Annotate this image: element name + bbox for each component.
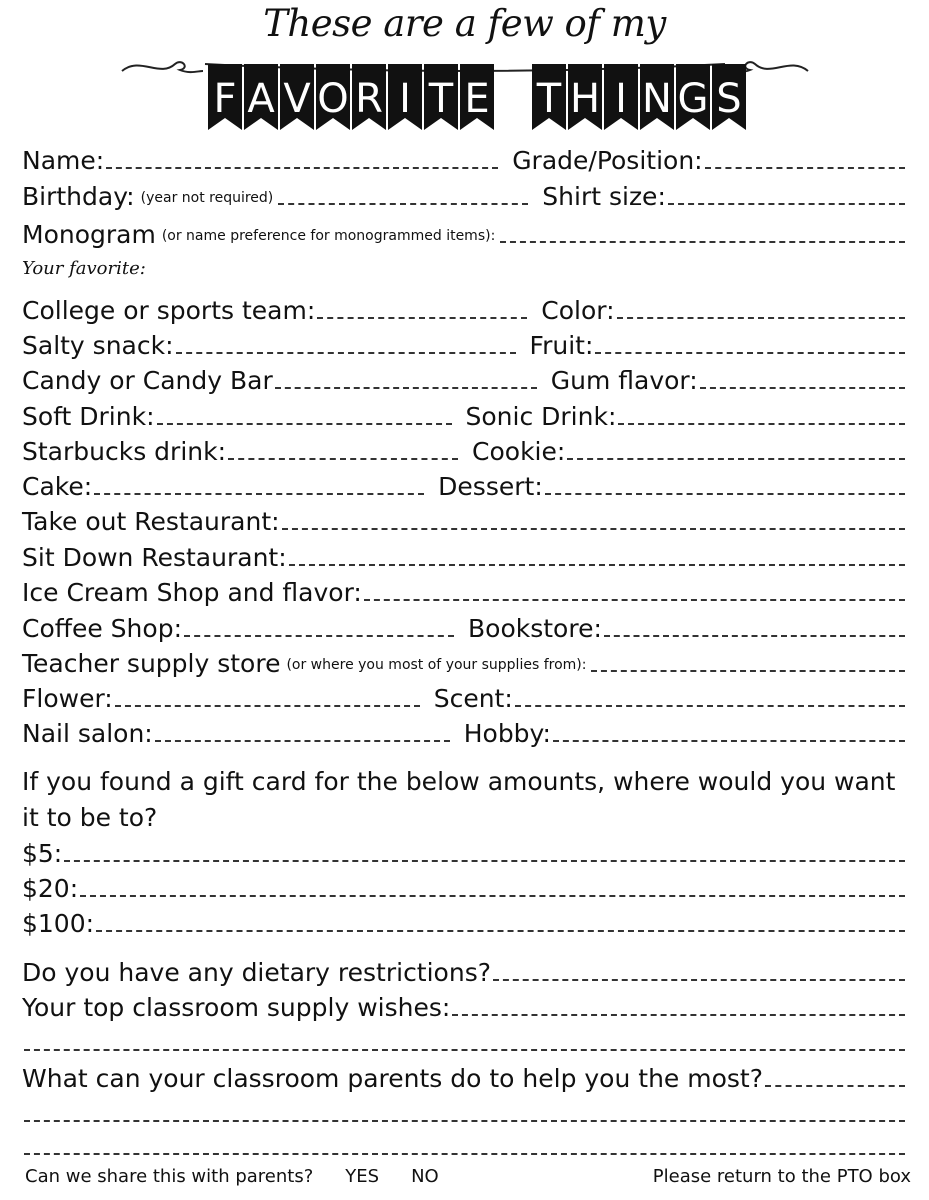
bookstore-blank[interactable]	[604, 635, 905, 637]
takeout-row	[22, 501, 907, 536]
banner-letter: I	[615, 76, 627, 122]
banner-letter: T	[428, 76, 454, 122]
giftcard-row-100	[22, 903, 907, 938]
banner-letter: O	[317, 76, 349, 122]
banner-letter: T	[536, 76, 562, 122]
soft-drink-row	[22, 396, 907, 431]
banner-letter: R	[355, 76, 383, 122]
icecream-label: Ice Cream Shop and flavor:	[22, 578, 362, 607]
bookstore-label: Bookstore:	[468, 614, 602, 643]
giftcard-blank-100[interactable]	[96, 930, 905, 932]
sitdown-row	[22, 537, 907, 572]
sonic-blank[interactable]	[618, 423, 905, 425]
shirt-blank[interactable]	[668, 203, 905, 205]
parents-help-row	[22, 1058, 907, 1093]
grade-blank[interactable]	[705, 167, 905, 169]
gum-blank[interactable]	[700, 387, 905, 389]
name-label: Name:	[22, 146, 105, 175]
coffee-blank[interactable]	[184, 635, 454, 637]
hobby-blank[interactable]	[553, 740, 905, 742]
dietary-blank[interactable]	[493, 979, 905, 981]
supply-store-label: Teacher supply store	[22, 649, 281, 678]
scent-blank[interactable]	[515, 705, 905, 707]
scent-label: Scent:	[433, 684, 513, 713]
supply-wishes-row	[22, 987, 907, 1022]
parents-help-blank[interactable]	[765, 1085, 905, 1087]
return-note: Please return to the PTO box	[652, 1166, 911, 1187]
footer	[25, 1166, 911, 1187]
nail-label: Nail salon:	[22, 719, 153, 748]
name-row	[22, 140, 907, 175]
supply-wishes-blank[interactable]	[452, 1014, 905, 1016]
giftcard-blank-20[interactable]	[80, 895, 905, 897]
supply-store-blank[interactable]	[591, 670, 905, 672]
flower-label: Flower:	[22, 684, 113, 713]
monogram-blank[interactable]	[500, 241, 905, 243]
candy-blank[interactable]	[275, 387, 537, 389]
starbucks-label: Starbucks drink:	[22, 437, 227, 466]
parents-help-blank-2[interactable]	[24, 1120, 905, 1122]
banner-letter: H	[569, 76, 601, 122]
monogram-row	[22, 214, 907, 249]
monogram-label: Monogram	[22, 220, 156, 249]
parents-help-blank-3[interactable]	[24, 1153, 905, 1155]
giftcard-question: If you found a gift card for the below amounts, where would you want it to be to?	[22, 767, 896, 832]
giftcard-amount-5: $5:	[22, 839, 63, 868]
giftcard-row-20	[22, 868, 907, 903]
cake-blank[interactable]	[94, 493, 424, 495]
hobby-label: Hobby:	[463, 719, 551, 748]
share-question: Can we share this with parents?	[25, 1166, 314, 1187]
starbucks-row	[22, 431, 907, 466]
soft-drink-label: Soft Drink:	[22, 402, 155, 431]
supply-wishes-label: Your top classroom supply wishes:	[22, 993, 451, 1022]
giftcard-blank-5[interactable]	[64, 860, 905, 862]
dessert-label: Dessert:	[438, 472, 543, 501]
team-row	[22, 290, 907, 325]
banner-letter: N	[642, 76, 672, 122]
team-blank[interactable]	[317, 317, 527, 319]
gum-label: Gum flavor:	[550, 366, 698, 395]
birthday-label: Birthday:	[22, 182, 135, 211]
giftcard-row-5	[22, 833, 907, 868]
candy-row	[22, 360, 907, 395]
favorite-things-banner	[120, 54, 810, 134]
team-label: College or sports team:	[22, 296, 316, 325]
birthday-row	[22, 176, 907, 211]
starbucks-blank[interactable]	[228, 458, 458, 460]
color-blank[interactable]	[617, 317, 905, 319]
icecream-row	[22, 572, 907, 607]
supply-store-note: (or where you most of your supplies from):	[286, 657, 587, 673]
page-title: These are a few of my	[263, 2, 666, 45]
coffee-label: Coffee Shop:	[22, 614, 182, 643]
giftcard-amount-100: $100:	[22, 909, 95, 938]
salty-row	[22, 325, 907, 360]
banner-letter: F	[213, 76, 237, 122]
parents-help-extra-row-2	[22, 1126, 907, 1161]
banner-letter: A	[247, 76, 275, 122]
banner-letter: E	[464, 76, 490, 122]
birthday-note: (year not required)	[140, 190, 274, 206]
banner-letter: I	[399, 76, 411, 122]
dietary-label: Do you have any dietary restrictions?	[22, 958, 491, 987]
banner-letter: G	[677, 76, 709, 122]
cake-label: Cake:	[22, 472, 93, 501]
giftcard-amount-20: $20:	[22, 874, 79, 903]
parents-help-extra-row-1	[22, 1093, 907, 1128]
nail-blank[interactable]	[155, 740, 450, 742]
flower-row	[22, 678, 907, 713]
coffee-row	[22, 608, 907, 643]
banner-letter: V	[283, 76, 311, 122]
yes-option[interactable]: YES	[345, 1166, 380, 1187]
flower-blank[interactable]	[115, 705, 420, 707]
banner-letter: S	[716, 76, 742, 122]
icecream-blank[interactable]	[364, 599, 905, 601]
monogram-note: (or name preference for monogrammed items):	[161, 228, 496, 244]
takeout-label: Take out Restaurant:	[22, 507, 280, 536]
favorites-heading: Your favorite:	[22, 258, 146, 279]
parents-help-label: What can your classroom parents do to help you the most?	[22, 1064, 763, 1093]
supply-wishes-extra-row	[22, 1022, 907, 1057]
name-blank[interactable]	[106, 167, 498, 169]
no-option[interactable]: NO	[411, 1166, 439, 1187]
left-swirl	[122, 62, 203, 72]
dessert-blank[interactable]	[545, 493, 905, 495]
color-label: Color:	[541, 296, 615, 325]
nail-row	[22, 713, 907, 748]
grade-label: Grade/Position:	[512, 146, 703, 175]
shirt-label: Shirt size:	[542, 182, 666, 211]
sitdown-blank[interactable]	[289, 564, 905, 566]
sonic-label: Sonic Drink:	[465, 402, 617, 431]
cookie-blank[interactable]	[567, 458, 905, 460]
cookie-label: Cookie:	[472, 437, 566, 466]
supply-store-row	[22, 643, 907, 678]
birthday-blank[interactable]	[278, 203, 528, 205]
dietary-row	[22, 952, 907, 987]
fruit-label: Fruit:	[529, 331, 594, 360]
fruit-blank[interactable]	[595, 352, 905, 354]
soft-drink-blank[interactable]	[157, 423, 452, 425]
supply-wishes-blank-2[interactable]	[24, 1049, 905, 1051]
salty-label: Salty snack:	[22, 331, 174, 360]
takeout-blank[interactable]	[282, 528, 905, 530]
candy-label: Candy or Candy Bar	[22, 366, 273, 395]
salty-blank[interactable]	[176, 352, 516, 354]
cake-row	[22, 466, 907, 501]
banner-graphic	[120, 54, 810, 134]
sitdown-label: Sit Down Restaurant:	[22, 543, 287, 572]
